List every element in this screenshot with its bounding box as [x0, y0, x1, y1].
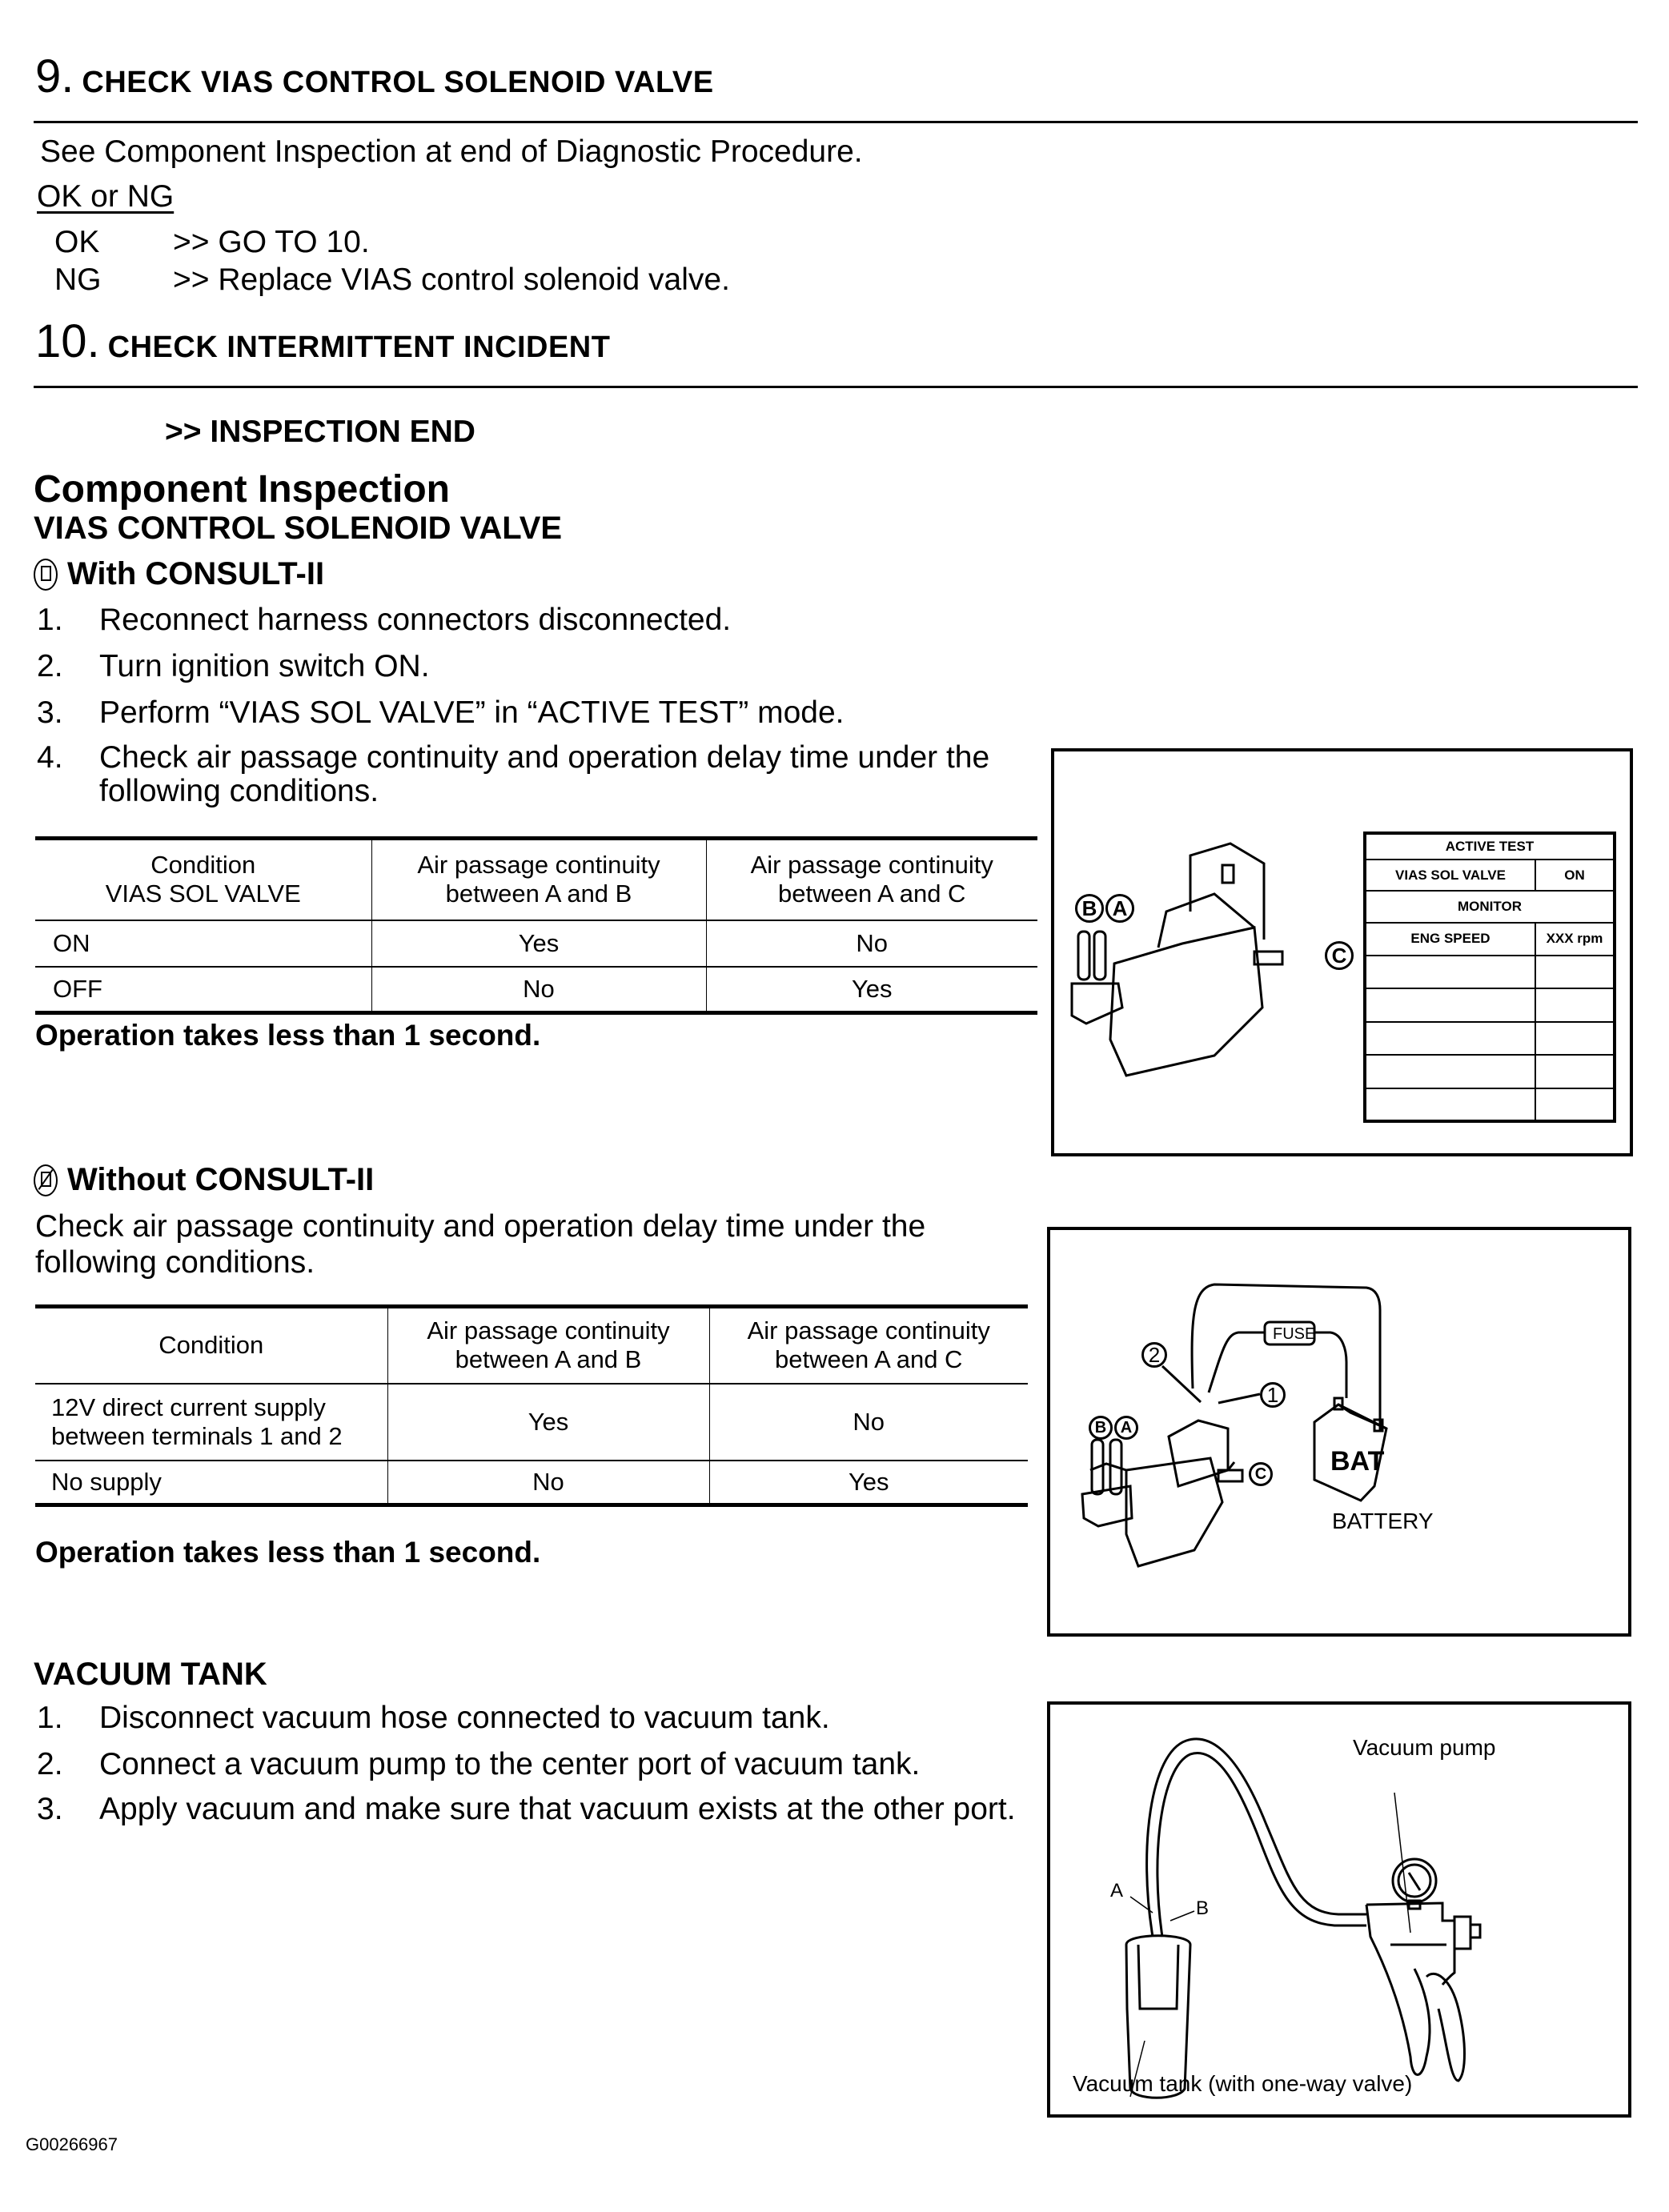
- table-row: [35, 920, 1037, 967]
- battery-text: BAT: [1330, 1446, 1385, 1477]
- terminal-1-label: 1: [1260, 1382, 1286, 1408]
- port-b-label: B: [1089, 1416, 1113, 1440]
- column-header: Air passage continuity between A and C: [709, 1307, 1028, 1384]
- table-cell: 12V direct current supply between terminals 1 and 2: [51, 1393, 343, 1450]
- solenoid-consult-figure: [1051, 748, 1633, 1156]
- result-key: OK: [54, 225, 100, 259]
- divider: [34, 386, 1638, 388]
- list-item: [35, 602, 1036, 639]
- column-header: Air passage continuity between A and B: [371, 839, 706, 920]
- step-number: 2.: [37, 649, 63, 683]
- port-b-label: B: [1075, 894, 1104, 923]
- table-header-row: [35, 839, 1037, 920]
- step-text: Check air passage continuity and operation delay time under the following conditions.: [99, 740, 990, 808]
- table-cell: Yes: [706, 967, 1037, 1013]
- step-title: CHECK INTERMITTENT INCIDENT: [107, 331, 611, 364]
- step-number: 10.: [35, 315, 100, 367]
- table-row: [35, 967, 1037, 1013]
- operation-note: Operation takes less than 1 second.: [35, 1019, 541, 1052]
- port-b-label: B: [1196, 1897, 1210, 1919]
- screen-monitor-value: XXX rpm: [1535, 923, 1615, 956]
- component-subtitle: VIAS CONTROL SOLENOID VALVE: [34, 511, 563, 546]
- without-consult-text: Check air passage continuity and operation delay time under the following conditions.: [35, 1209, 926, 1280]
- table-cell: ON: [53, 928, 90, 957]
- step-number: 3.: [37, 1792, 63, 1826]
- vacuum-tank-figure: [1047, 1701, 1631, 2118]
- screen-monitor: MONITOR: [1365, 891, 1615, 922]
- table-cell: Yes: [709, 1461, 1028, 1505]
- port-c-label: C: [1249, 1462, 1273, 1486]
- table-cell: No: [387, 1461, 709, 1505]
- list-item: [35, 1746, 1032, 1783]
- port-a-label: A: [1110, 1880, 1124, 1901]
- heading-text: With CONSULT-II: [67, 556, 325, 591]
- heading-text: Without CONSULT-II: [67, 1162, 375, 1197]
- step-text: Connect a vacuum pump to the center port of vacuum tank.: [99, 1747, 921, 1781]
- step-text: Disconnect vacuum hose connected to vacuum tank.: [99, 1701, 830, 1735]
- solenoid-battery-figure: [1047, 1227, 1631, 1637]
- step-9-text: See Component Inspection at end of Diagnostic Procedure.: [40, 134, 863, 169]
- port-a-label: A: [1114, 1416, 1138, 1440]
- result-ng: [35, 262, 730, 298]
- vacuum-pump-drawing: [1050, 1705, 1628, 2114]
- table-row: [35, 1461, 1028, 1505]
- step-text: Reconnect harness connectors disconnected.: [99, 603, 732, 637]
- column-header: Air passage continuity between A and B: [387, 1307, 709, 1384]
- consult-screen: [1363, 832, 1616, 1123]
- step-text: Apply vacuum and make sure that vacuum exists at the other port.: [99, 1792, 1016, 1826]
- vacuum-tank-label: Vacuum tank (with one-way valve): [1073, 2071, 1413, 2096]
- step-title: CHECK VIAS CONTROL SOLENOID VALVE: [82, 66, 714, 99]
- table-cell: OFF: [53, 974, 102, 1003]
- table-row: [35, 1384, 1028, 1461]
- no-consult-tester-icon: [34, 1164, 58, 1196]
- column-header: Air passage continuity between A and C: [706, 839, 1037, 920]
- fuse-label: FUSE: [1273, 1325, 1316, 1343]
- result-action: >> Replace VIAS control solenoid valve.: [173, 262, 730, 297]
- table-cell: No: [706, 920, 1037, 967]
- battery-label: BATTERY: [1332, 1509, 1434, 1533]
- step-number: 4.: [37, 740, 63, 775]
- screen-item-value: ON: [1535, 860, 1615, 891]
- list-item: [35, 648, 1036, 685]
- column-header: Condition: [158, 1331, 264, 1360]
- step-text: Turn ignition switch ON.: [99, 649, 430, 683]
- table-cell: Yes: [387, 1384, 709, 1461]
- vacuum-pump-label: Vacuum pump: [1353, 1735, 1496, 1760]
- port-c-label: C: [1325, 941, 1354, 970]
- step-number: 9.: [35, 50, 74, 102]
- step-number: 2.: [37, 1747, 63, 1781]
- list-item: [35, 1700, 1032, 1737]
- inspection-end: >> INSPECTION END: [165, 415, 475, 449]
- terminal-2-label: 2: [1141, 1342, 1167, 1368]
- with-consult-heading: [34, 556, 324, 592]
- table-header-row: [35, 1307, 1028, 1384]
- table-cell: No supply: [51, 1467, 162, 1496]
- without-consult-heading: [34, 1162, 374, 1198]
- vacuum-tank-steps: [35, 1700, 1032, 1836]
- with-consult-table: [35, 836, 1037, 1015]
- step-number: 1.: [37, 1701, 63, 1735]
- screen-monitor-item: ENG SPEED: [1365, 923, 1535, 956]
- result-key: NG: [54, 262, 102, 297]
- step-10-heading: [35, 315, 610, 368]
- list-item: [35, 695, 1036, 731]
- vacuum-tank-heading: VACUUM TANK: [34, 1657, 267, 1692]
- list-item: [35, 1793, 1032, 1826]
- operation-note: Operation takes less than 1 second.: [35, 1536, 541, 1569]
- port-a-label: A: [1105, 894, 1134, 923]
- screen-item: VIAS SOL VALVE: [1365, 860, 1535, 891]
- screen-title: ACTIVE TEST: [1365, 833, 1615, 860]
- table-cell: No: [709, 1384, 1028, 1461]
- step-9-heading: [35, 50, 714, 103]
- step-number: 1.: [37, 603, 63, 637]
- column-header: Condition VIAS SOL VALVE: [105, 851, 301, 908]
- document-code: G00266967: [26, 2134, 118, 2154]
- list-item: [35, 741, 1036, 808]
- table-cell: No: [371, 967, 706, 1013]
- consult-tester-icon: [34, 559, 58, 591]
- without-consult-table: [35, 1304, 1028, 1507]
- with-consult-steps: [35, 602, 1036, 818]
- ok-or-ng-label: OK or NG: [37, 179, 175, 214]
- step-text: Perform “VIAS SOL VALVE” in “ACTIVE TEST” mode.: [99, 695, 845, 730]
- result-ok: [35, 225, 370, 260]
- component-inspection-title: Component Inspection: [34, 468, 450, 511]
- step-number: 3.: [37, 695, 63, 730]
- result-action: >> GO TO 10.: [173, 225, 370, 259]
- table-cell: Yes: [371, 920, 706, 967]
- divider: [34, 121, 1638, 123]
